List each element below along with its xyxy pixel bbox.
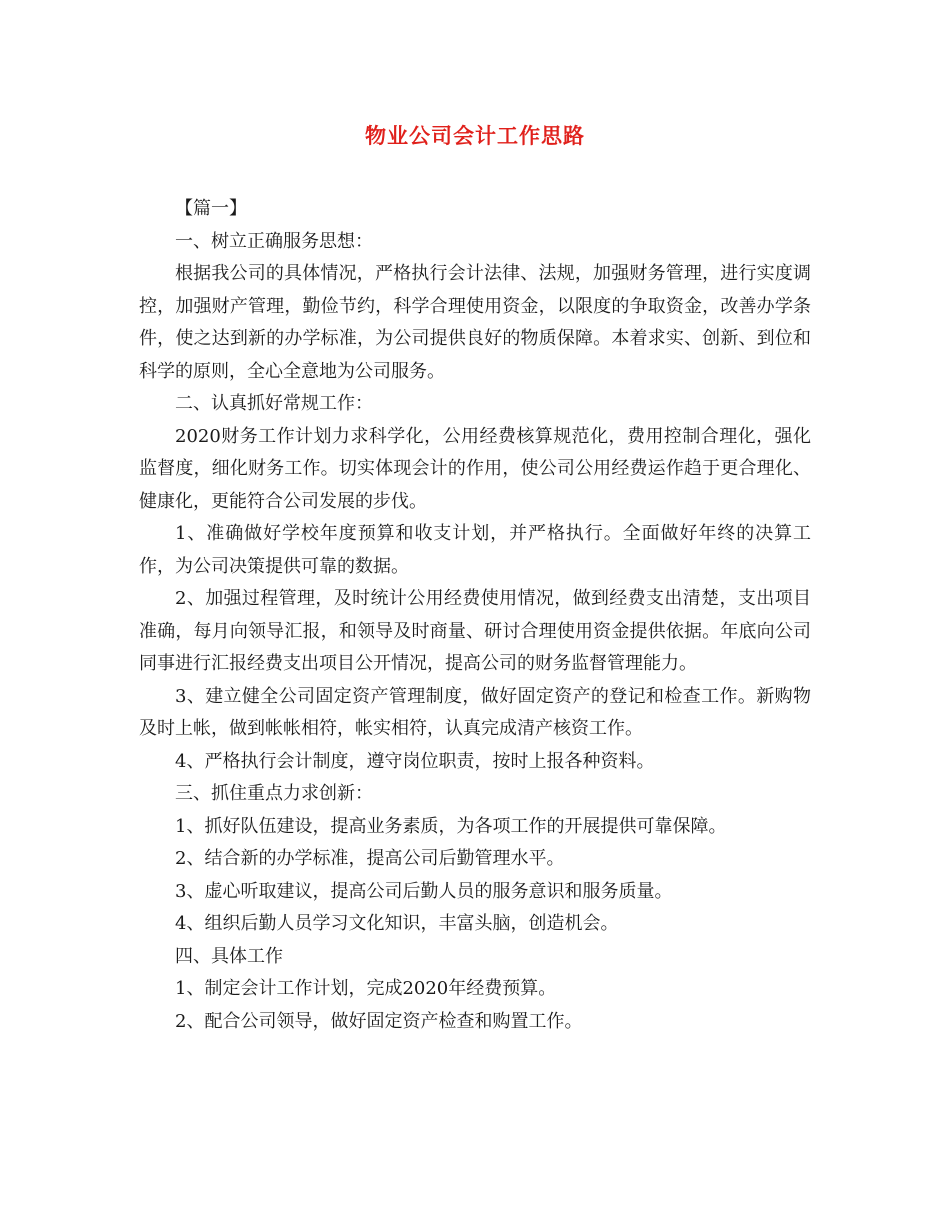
- list-item: 1、抓好队伍建设，提高业务素质，为各项工作的开展提供可靠保障。: [175, 815, 727, 837]
- subsection-heading: 四、具体工作: [175, 945, 283, 967]
- list-item: 2、加强过程管理，及时统计公用经费使用情况，做到经费支出清楚，支出项目准确，每月向领导汇报，和领导及时商量、研讨合理使用资金提供依据。年底向公司同事进行汇报经费支出项目公开情况，提高公司的财务监督管理能力。: [139, 588, 811, 674]
- list-item: 4、组织后勤人员学习文化知识，丰富头脑，创造机会。: [175, 913, 619, 934]
- list-item: 1、制定会计工作计划，完成2020年经费预算。: [175, 978, 557, 999]
- list-item: 2、结合新的办学标准，提高公司后勤管理水平。: [175, 848, 565, 869]
- subsection-heading: 三、抓住重点力求创新：: [175, 783, 373, 804]
- body-paragraph: 2020财务工作计划力求科学化，公用经费核算规范化，费用控制合理化，强化监督度，细化财务工作。切实体现会计的作用，使公司公用经费运作趋于更合理化、健康化，更能符合公司发展的步伐。: [139, 425, 811, 512]
- list-item: 1、准确做好学校年度预算和收支计划，并严格执行。全面做好年终的决算工作，为公司决策提供可靠的数据。: [139, 523, 811, 577]
- list-item: 2、配合公司领导，做好固定资产检查和购置工作。: [175, 1010, 583, 1032]
- list-item: 3、虚心听取建议，提高公司后勤人员的服务意识和服务质量。: [175, 880, 673, 902]
- subsection-heading: 二、认真抓好常规工作：: [175, 393, 373, 414]
- document-title: 物业公司会计工作思路: [365, 123, 585, 148]
- section-heading: 【篇一】: [175, 198, 247, 219]
- subsection-heading: 一、树立正确服务思想：: [175, 230, 373, 252]
- body-paragraph: 根据我公司的具体情况，严格执行会计法律、法规，加强财务管理，进行实度调控，加强财产管理，勤俭节约，科学合理使用资金，以限度的争取资金，改善办学条件，使之达到新的办学标准，为公司提供良好的物质保障。本着求实、创新、到位和科学的原则，全心全意地为公司服务。: [139, 263, 811, 382]
- document-body: [139, 193, 811, 1038]
- list-item: 3、建立健全公司固定资产管理制度，做好固定资产的登记和检查工作。新购物及时上帐，做到帐帐相符，帐实相符，认真完成清产核资工作。: [139, 685, 811, 739]
- list-item: 4、严格执行会计制度，遵守岗位职责，按时上报各种资料。: [175, 750, 655, 772]
